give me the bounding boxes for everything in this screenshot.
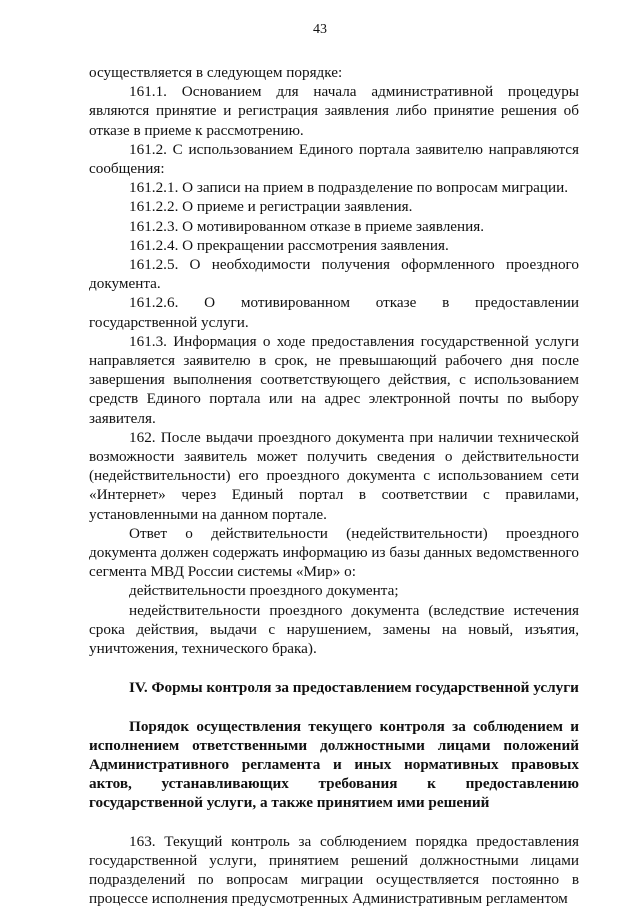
section-heading: IV. Формы контроля за предоставлением государственной услуги xyxy=(129,679,579,697)
paragraph: 161.2.3. О мотивированном отказе в приеме заявления. xyxy=(129,217,485,235)
page-content xyxy=(89,63,579,908)
paragraph: 161.1. Основанием для начала административной процедуры являются принятие и регистрация заявления либо принятие решения об отказе в приеме к рассмотрению. xyxy=(89,83,579,139)
page-number: 43 xyxy=(313,22,327,37)
paragraph: осуществляется в следующем порядке: xyxy=(89,64,343,81)
paragraph: 161.2.2. О приеме и регистрации заявления. xyxy=(129,198,413,216)
paragraph: 161.2.4. О прекращении рассмотрения заявления. xyxy=(129,236,449,254)
paragraph: 161.2.5. О необходимости получения оформленного проездного документа. xyxy=(89,256,579,293)
paragraph: недействительности проездного документа (вследствие истечения срока действия, выдачи с нарушением, замены на новый, изъятия, уничтожения, технического брака). xyxy=(89,601,579,658)
subsection-heading: Порядок осуществления текущего контроля за соблюдением и исполнением ответственными должностными лицами положений Административного регламента и иных нормативных правовых актов, устанавливающих требования к предоставлению государственной услуги, а также принятием ими решений xyxy=(89,717,579,812)
paragraph: 163. Текущий контроль за соблюдением порядка предоставления государственной услуги, принятием решений должностными лицами подразделений по вопросам миграции осуществляется постоянно в процессе исполнения предусмотренных Административным регламентом xyxy=(89,832,579,908)
paragraph: 161.2.6. О мотивированном отказе в предоставлении государственной услуги. xyxy=(89,294,579,331)
paragraph: 162. После выдачи проездного документа при наличии технической возможности заявитель может получить сведения о действительности (недействительности) его проездного документа с использованием сети «Интернет» через Единый портал в соответствии с правилами, установленными на данном портале. xyxy=(89,428,579,523)
paragraph: 161.2. С использованием Единого портала заявителю направляются сообщения: xyxy=(89,140,579,178)
paragraph: 161.3. Информация о ходе предоставления государственной услуги направляется заявителю в срок, не превышающий рабочего дня после завершения выполнения соответствующего действия, с использованием средств Единого портала или на адрес электронной почты по выбору заявителя. xyxy=(89,332,579,427)
paragraph: 161.2.1. О записи на прием в подразделение по вопросам миграции. xyxy=(129,179,569,197)
paragraph: Ответ о действительности (недействительности) проездного документа должен содержать информацию из базы данных ведомственного сегмента МВД России системы «Мир» о: xyxy=(89,524,579,581)
paragraph: действительности проездного документа; xyxy=(129,582,399,600)
